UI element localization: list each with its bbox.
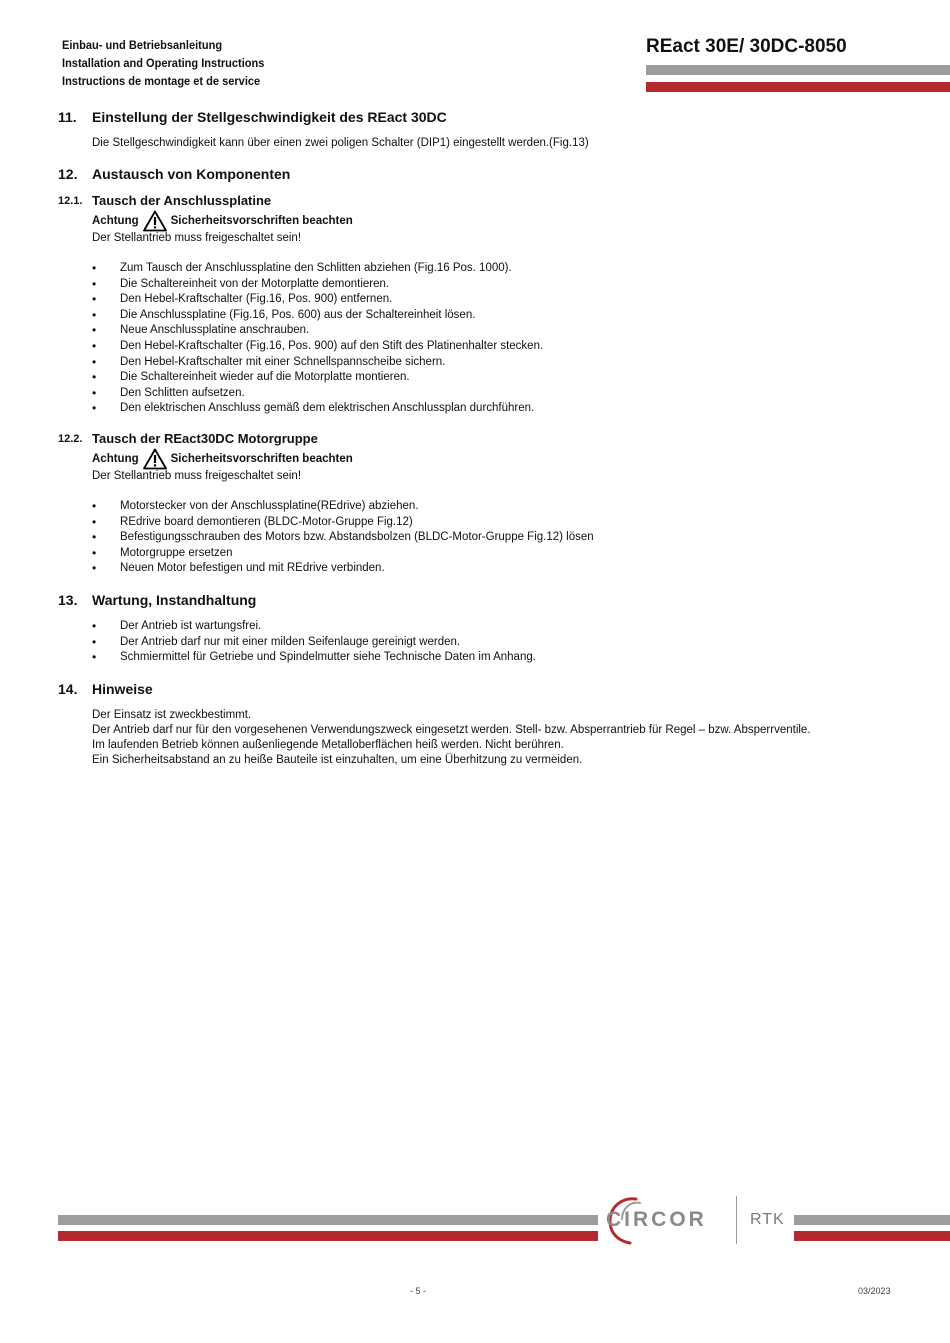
- note-line: Der Antrieb darf nur für den vorgesehenen Verwendungszweck eingesetzt werden. Stell- bzw. Absperrantrieb für Regel – bzw. Absperrventile.: [92, 724, 811, 736]
- header-line-en: Installation and Operating Instructions: [62, 56, 265, 70]
- list-item: • Der Antrieb darf nur mit einer milden Seifenlauge gereinigt werden.: [92, 635, 536, 651]
- list-item: • Der Antrieb ist wartungsfrei.: [92, 619, 536, 635]
- warning-label: Achtung: [92, 215, 139, 227]
- section-title: Tausch der Anschlussplatine: [92, 193, 272, 208]
- notes-block: [92, 708, 811, 768]
- header-grey-bar: [646, 65, 950, 75]
- rtk-logo: RTK: [750, 1211, 785, 1228]
- list-item: • Motorstecker von der Anschlussplatine(REdrive) abziehen.: [92, 499, 594, 515]
- section-title: Wartung, Instandhaltung: [92, 592, 257, 608]
- warning-triangle-icon: [143, 448, 167, 470]
- note-line: Im laufenden Betrieb können außenliegende Metalloberflächen heiß werden. Nicht berühren.: [92, 739, 564, 751]
- section-number: 12.1.: [58, 195, 83, 207]
- warning-label: Achtung: [92, 453, 139, 465]
- warning-text: Sicherheitsvorschriften beachten: [170, 215, 353, 227]
- footer-grey-bar-right: [794, 1215, 950, 1225]
- section-number: 12.2.: [58, 433, 83, 445]
- section-title: Austausch von Komponenten: [92, 166, 291, 182]
- section-12-heading: [58, 166, 758, 184]
- section-title: Hinweise: [92, 681, 153, 697]
- list-item: • Den Hebel-Kraftschalter mit einer Schnellspannscheibe sichern.: [92, 355, 543, 371]
- section-number: 11.: [58, 109, 77, 125]
- footer-red-bar-right: [794, 1231, 950, 1241]
- document-title: REact 30E/ 30DC-8050: [646, 36, 847, 57]
- header-subtitles: [62, 36, 282, 90]
- section-11-heading: [58, 109, 758, 127]
- page-number: - 5 -: [410, 1286, 427, 1296]
- maintenance-list: [92, 619, 536, 666]
- list-item: • Die Anschlussplatine (Fig.16, Pos. 600) aus der Schaltereinheit lösen.: [92, 308, 543, 324]
- note-line: Der Einsatz ist zweckbestimmt.: [92, 709, 252, 721]
- list-item: • Motorgruppe ersetzen: [92, 546, 594, 562]
- warning-text: Sicherheitsvorschriften beachten: [170, 453, 353, 465]
- list-item: • Den elektrischen Anschluss gemäß dem elektrischen Anschlussplan durchführen.: [92, 401, 543, 417]
- list-item: • Den Hebel-Kraftschalter (Fig.16, Pos. 900) entfernen.: [92, 292, 543, 308]
- safety-warning: [92, 209, 353, 233]
- logo-divider: [736, 1196, 737, 1244]
- document-date: 03/2023: [858, 1286, 891, 1296]
- header-line-fr: Instructions de montage et de service: [62, 74, 261, 88]
- list-item: • Neuen Motor befestigen und mit REdrive verbinden.: [92, 561, 594, 577]
- safety-note: Der Stellantrieb muss freigeschaltet sein!: [92, 232, 302, 244]
- warning-triangle-icon: [143, 210, 167, 232]
- header-red-bar: [646, 82, 950, 92]
- note-line: Ein Sicherheitsabstand an zu heiße Bauteile ist einzuhalten, um eine Überhitzung zu vermeiden.: [92, 754, 583, 766]
- footer-red-bar-left: [58, 1231, 598, 1241]
- list-item: • Den Schlitten aufsetzen.: [92, 386, 543, 402]
- section-number: 14.: [58, 681, 78, 697]
- list-item: • Die Schaltereinheit wieder auf die Motorplatte montieren.: [92, 370, 543, 386]
- section-14-heading: [58, 681, 758, 699]
- list-item: • Schmiermittel für Getriebe und Spindelmutter siehe Technische Daten im Anhang.: [92, 650, 536, 666]
- procedure-list-12-2: [92, 499, 594, 577]
- section-title: Tausch der REact30DC Motorgruppe: [92, 431, 318, 446]
- section-title: Einstellung der Stellgeschwindigkeit des REact 30DC: [92, 109, 447, 125]
- section-number: 13.: [58, 592, 78, 608]
- section-13-heading: [58, 592, 758, 610]
- footer-grey-bar-left: [58, 1215, 598, 1225]
- list-item: • Die Schaltereinheit von der Motorplatte demontieren.: [92, 277, 543, 293]
- list-item: • Befestigungsschrauben des Motors bzw. Abstandsbolzen (BLDC-Motor-Gruppe Fig.12) lösen: [92, 530, 594, 546]
- header-line-de: Einbau- und Betriebsanleitung: [62, 38, 223, 52]
- list-item: • REdrive board demontieren (BLDC-Motor-Gruppe Fig.12): [92, 515, 594, 531]
- safety-warning: [92, 447, 353, 471]
- procedure-list-12-1: [92, 261, 543, 417]
- section-11-text: Die Stellgeschwindigkeit kann über einen zwei poligen Schalter (DIP1) eingestellt werden.(Fig.13): [92, 137, 589, 149]
- list-item: • Den Hebel-Kraftschalter (Fig.16, Pos. 900) auf den Stift des Platinenhalter stecken.: [92, 339, 543, 355]
- list-item: • Neue Anschlussplatine anschrauben.: [92, 323, 543, 339]
- circor-logo: CIRCOR: [606, 1208, 707, 1231]
- safety-note: Der Stellantrieb muss freigeschaltet sein!: [92, 470, 302, 482]
- list-item: • Zum Tausch der Anschlussplatine den Schlitten abziehen (Fig.16 Pos. 1000).: [92, 261, 543, 277]
- section-number: 12.: [58, 166, 78, 182]
